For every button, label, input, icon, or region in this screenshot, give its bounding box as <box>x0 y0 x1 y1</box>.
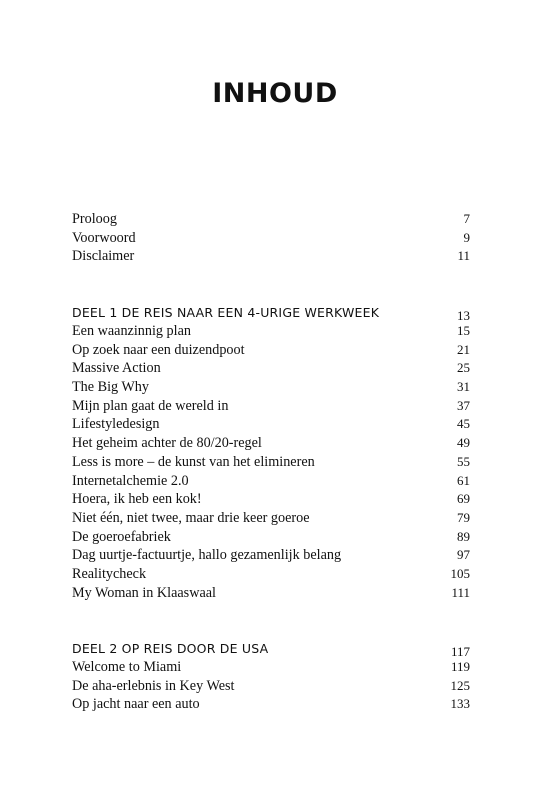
toc-entry-page: 119 <box>450 659 470 674</box>
part-1-section <box>72 298 470 602</box>
toc-entry-page: 89 <box>457 528 470 544</box>
toc-entry <box>72 695 470 714</box>
toc-entry-label: Internetalchemie 2.0 <box>72 472 189 489</box>
toc-entry-page: 45 <box>457 416 470 432</box>
toc-entry-label: Op jacht naar een auto <box>72 696 200 713</box>
toc-entry-label: Less is more – de kunst van het elimineren <box>72 453 315 470</box>
toc-entry-page: 79 <box>457 509 470 525</box>
toc-entry-page: 125 <box>450 677 470 693</box>
toc-entry-page: 21 <box>457 341 470 357</box>
part-heading-title: DEEL 1 DE REIS NAAR EEN 4-URIGE WERKWEEK <box>72 305 380 320</box>
toc-entry-page: 97 <box>457 547 470 563</box>
toc-entry <box>72 341 470 360</box>
toc-entry-page: 111 <box>451 584 470 600</box>
part-heading-title: DEEL 2 OP REIS DOOR DE USA <box>72 641 269 656</box>
toc-entry-page: 105 <box>450 565 470 581</box>
toc-entry-label: The Big Why <box>72 379 149 396</box>
toc-entry <box>72 247 470 266</box>
toc-entry-label: Mijn plan gaat de wereld in <box>72 397 229 414</box>
part-heading-page: 13 <box>457 308 470 323</box>
part-2-section <box>72 634 470 714</box>
toc-entry-page: 61 <box>457 472 470 488</box>
toc-entry <box>72 453 470 472</box>
toc-entry <box>72 359 470 378</box>
toc-entry <box>72 378 470 397</box>
toc-entry <box>72 434 470 453</box>
toc-entry-label: De goeroefabriek <box>72 528 171 545</box>
part-heading <box>72 634 470 659</box>
toc-entry <box>72 509 470 528</box>
toc-entry <box>72 677 470 696</box>
toc-entry-page: 69 <box>457 491 470 507</box>
toc-entry <box>72 546 470 565</box>
toc-entry-label: Disclaimer <box>72 248 135 265</box>
toc-entry-page: 7 <box>463 211 470 226</box>
toc-entry-label: Op zoek naar een duizendpoot <box>72 341 245 358</box>
toc-entry <box>72 415 470 434</box>
toc-entry-label: Lifestyledesign <box>72 416 160 433</box>
toc-entry-label: Massive Action <box>72 360 161 377</box>
page-title: INHOUD <box>212 78 338 109</box>
toc-entry-page: 25 <box>457 360 470 376</box>
toc-entry-page: 37 <box>457 397 470 413</box>
toc-entry-page: 49 <box>457 435 470 451</box>
toc-entry-page: 11 <box>457 248 470 264</box>
toc-entry <box>72 397 470 416</box>
toc-entry-label: Proloog <box>72 211 117 227</box>
toc-entry-page: 55 <box>457 453 470 469</box>
toc-entry-label: Dag uurtje-factuurtje, hallo gezamenlijk belang <box>72 547 342 564</box>
toc-entry-label: Voorwoord <box>72 229 136 246</box>
part-heading-page: 117 <box>450 644 470 659</box>
toc-entry-label: Niet één, niet twee, maar drie keer goeroe <box>72 509 310 526</box>
toc-entry-label: Het geheim achter de 80/20-regel <box>72 435 262 452</box>
toc-entry <box>72 584 470 603</box>
part-heading <box>72 298 470 323</box>
toc-entry <box>72 528 470 547</box>
toc-entry <box>72 210 470 229</box>
toc-entry-label: Realitycheck <box>72 565 147 582</box>
toc-entry-page: 9 <box>463 229 470 245</box>
toc-entry-page: 133 <box>450 696 470 712</box>
front-matter-list <box>72 210 470 266</box>
toc-entry-label: De aha-erlebnis in Key West <box>72 677 235 694</box>
toc-entry <box>72 565 470 584</box>
toc-entry <box>72 472 470 491</box>
toc-entry <box>72 658 470 677</box>
toc-entry <box>72 490 470 509</box>
toc-entry-page: 31 <box>457 379 470 395</box>
toc-entry-label: Welcome to Miami <box>72 659 182 675</box>
toc-entry-label: Een waanzinnig plan <box>72 323 191 339</box>
toc-entry <box>72 229 470 248</box>
toc-entry <box>72 322 470 341</box>
toc-entry-label: Hoera, ik heb een kok! <box>72 491 202 508</box>
toc-entry-label: My Woman in Klaaswaal <box>72 584 216 601</box>
toc-entry-page: 15 <box>457 323 470 338</box>
